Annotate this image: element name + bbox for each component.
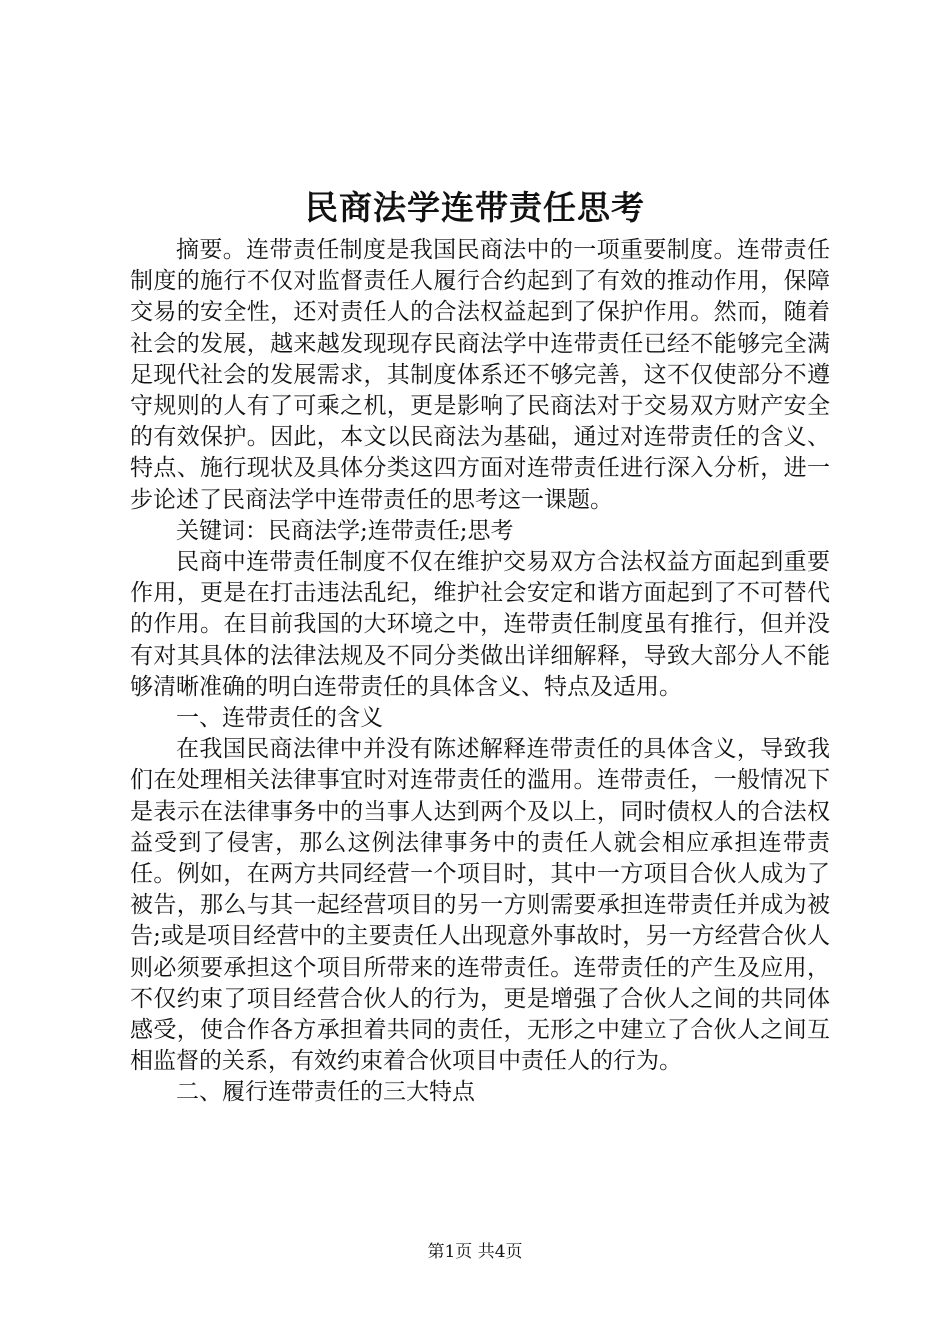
abstract-paragraph: 摘要。连带责任制度是我国民商法中的一项重要制度。连带责任制度的施行不仅对监督责任人履行合约起到了有效的推动作用，保障交易的安全性，还对责任人的合法权益起到了保护作用。然而，随着社会的发展，越来越发现现存民商法学中连带责任已经不能够完全满足现代社会的发展需求，其制度体系还不够完善，这不仅使部分不遵守规则的人有了可乘之机，更是影响了民商法对于交易双方财产安全的有效保护。因此，本文以民商法为基础，通过对连带责任的含义、特点、施行现状及具体分类这四方面对连带责任进行深入分析，进一步论述了民商法学中连带责任的思考这一课题。	[130, 237, 830, 513]
section-heading-2: 二、履行连带责任的三大特点	[176, 1079, 475, 1106]
keywords-paragraph: 关键词：民商法学;连带责任;思考	[176, 517, 514, 544]
page-footer: 第1页 共4页	[427, 1242, 523, 1262]
document-title: 民商法学连带责任思考	[305, 188, 645, 227]
section-heading-1: 一、连带责任的含义	[176, 705, 383, 732]
intro-paragraph: 民商中连带责任制度不仅在维护交易双方合法权益方面起到重要作用，更是在打击违法乱纪，维护社会安定和谐方面起到了不可替代的作用。在目前我国的大环境之中，连带责任制度虽有推行，但并没有对其具体的法律法规及不同分类做出详细解释，导致大部分人不能够清晰准确的明白连带责任的具体含义、特点及适用。	[130, 549, 830, 700]
document-body	[130, 235, 830, 1109]
section-1-paragraph: 在我国民商法律中并没有陈述解释连带责任的具体含义，导致我们在处理相关法律事宜时对连带责任的滥用。连带责任，一般情况下是表示在法律事务中的当事人达到两个及以上，同时债权人的合法权益受到了侵害，那么这例法律事务中的责任人就会相应承担连带责任。例如，在两方共同经营一个项目时，其中一方项目合伙人成为了被告，那么与其一起经营项目的另一方则需要承担连带责任并成为被告;或是项目经营中的主要责任人出现意外事故时，另一方经营合伙人则必须要承担这个项目所带来的连带责任。连带责任的产生及应用，不仅约束了项目经营合伙人的行为，更是增强了合伙人之间的共同体感受，使合作各方承担着共同的责任，无形之中建立了合伙人之间互相监督的关系，有效约束着合伙项目中责任人的行为。	[130, 736, 830, 1075]
